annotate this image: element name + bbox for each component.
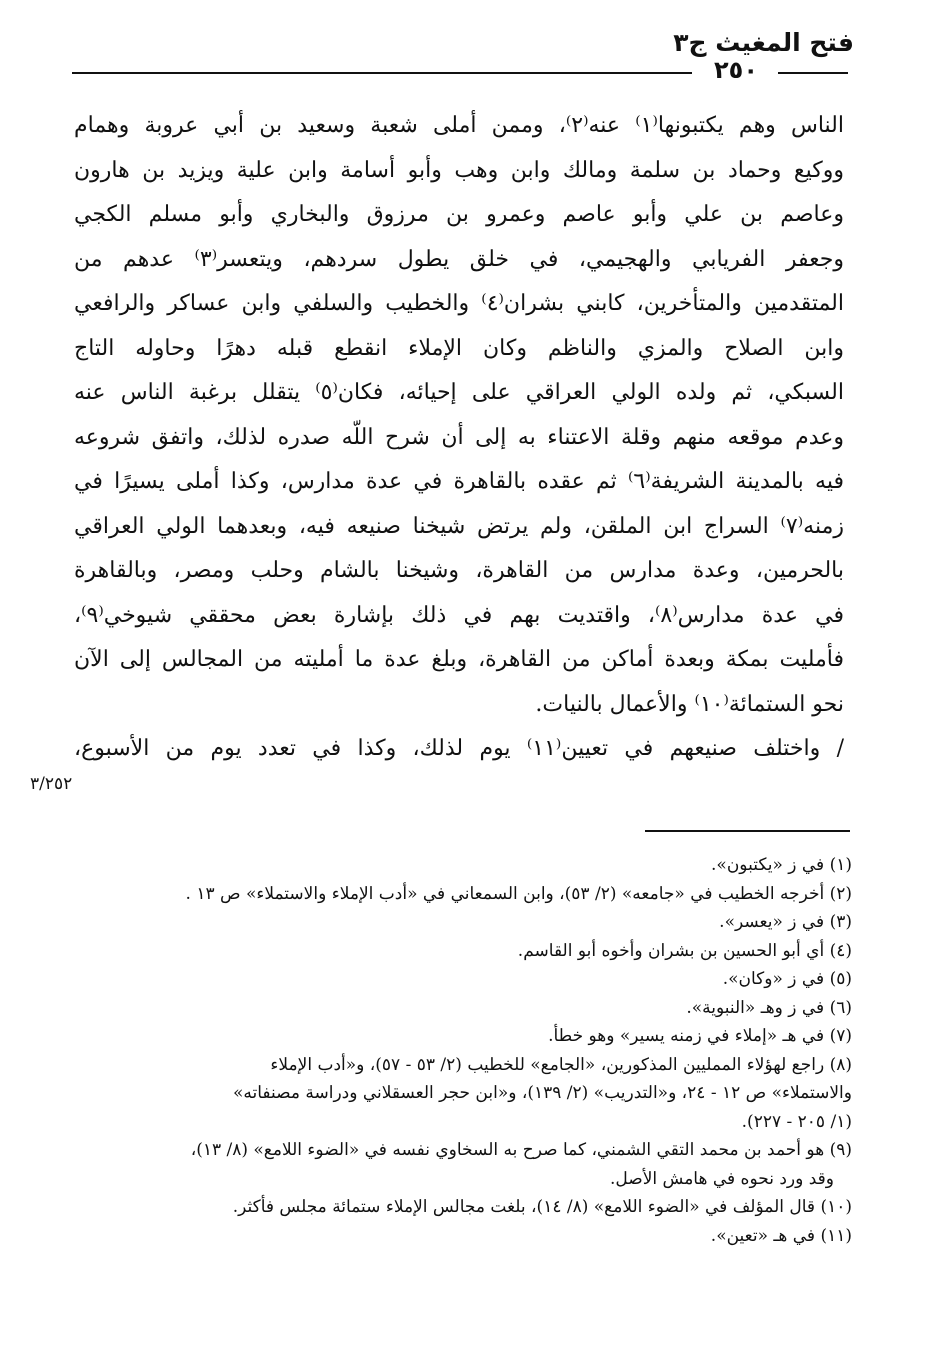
text-line: / واختلف صنيعهم في تعيين⁽١١⁾ يوم لذلك، وكذا في تعدد يوم من الأسبوع، [74,736,844,761]
footnote-9-continued: وقد ورد نحوه في هامش الأصل. [609,1168,834,1189]
text-line: السبكي، ثم ولده الولي العراقي على إحيائه، فكان⁽٥⁾ يتقلل برغبة الناس عنه [74,380,844,405]
footnote-4: (٤) أي أبو الحسين بن بشران وأخوه أبو القاسم. [517,940,852,961]
text-line: فأمليت بمكة وبعدة أماكن من القاهرة، وبلغ عدة ما أمليته من المجالس إلى الآن [74,647,844,672]
text-line-paragraph-end: نحو الستمائة⁽١٠⁾ والأعمال بالنيات. [535,691,844,717]
header-rule-left [72,72,692,74]
footnote-8-continued: (١/ ٢٠٥ - ٢٢٧). [741,1111,852,1132]
footnote-7: (٧) في هـ «إملاء في زمنه يسير» وهو خطأ. [548,1026,852,1046]
footnote-8-continued: والاستملاء» ص ١٢ - ٢٤، و«التدريب» (٢/ ١٣٩)، و«ابن حجر العسقلاني ودراسة مصنفاته» [232,1083,852,1103]
footnote-5: (٥) في ز «وكان». [722,969,852,989]
header-rule-right [778,72,848,74]
main-text [74,104,844,772]
text-line: وابن الصلاح والمزي والناظم وكان الإملاء انقطع قبله دهرًا وحاوله التاج [74,335,844,361]
text-line: في عدة مدارس⁽٨⁾، واقتديت بهم في ذلك بإشارة بعض محققي شيوخي⁽٩⁾، [74,602,844,628]
footnote-9: (٩) هو أحمد بن محمد التقي الشمني، كما صرح به السخاوي نفسه في «الضوء اللامع» (٨/ ١٣)، [190,1140,852,1160]
page-number: ٢٥٠ [714,56,758,84]
text-line: فيه بالمدينة الشريفة⁽٦⁾ ثم عقده بالقاهرة في عدة مدارس، وكذا أملى يسيرًا في [74,469,844,494]
running-title: فتح المغيث ج٣ [673,28,854,57]
text-line: ووكيع وحماد بن سلمة ومالك وابن وهب وأبو أسامة وابن علية ويزيد بن هارون [74,157,844,183]
footnote-separator [645,830,850,832]
footnote-10: (١٠) قال المؤلف في «الضوء اللامع» (٨/ ١٤)، بلغت مجالس الإملاء ستمائة مجلس فأكثر. [232,1197,852,1217]
margin-page-reference: ٣/٢٥٢ [30,774,73,794]
footnote-3: (٣) في ز «يعسر». [719,912,852,932]
footnote-8: (٨) راجع لهؤلاء الممليين المذكورين، «الجامع» للخطيب (٢/ ٥٣ - ٥٧)، و«أدب الإملاء [270,1054,852,1075]
text-line: بالحرمين، وعدة مدارس من القاهرة، وشيخنا بالشام وحلب ومصر، وبالقاهرة [74,558,844,583]
footnote-2: (٢) أخرجه الخطيب في «جامعه» (٢/ ٥٣)، وابن السمعاني في «أدب الإملاء والاستملاء» ص ١٣ . [185,883,852,904]
text-line: وعدم موقعه منهم وقلة الاعتناء به إلى أن شرح اللّه صدره لذلك، واتفق شروعه [74,424,845,450]
text-line: الناس وهم يكتبونها⁽١⁾ عنه⁽٢⁾، وممن أملى شعبة وسعيد بن أبي عروبة وهمام [74,113,844,138]
footnote-11: (١١) في هـ «تعين». [710,1225,852,1246]
footnote-1: (١) في ز «يكتبون». [711,855,852,875]
footnote-6: (٦) في ز وهـ «النبوية». [686,997,852,1018]
text-line: المتقدمين والمتأخرين، كابني بشران⁽٤⁾ والخطيب والسلفي وابن عساكر والرافعي [74,291,844,316]
text-line: وجعفر الفريابي والهجيمي، في خلق يطول سردهم، ويتعسر⁽٣⁾ عدهم من [74,246,844,272]
footnotes [72,851,852,1250]
text-line: وعاصم بن علي وأبو عاصم وعمرو بن مرزوق والبخاري وأبو مسلم الكجي [74,202,844,227]
text-line: زمنه⁽٧⁾ السراج ابن الملقن، ولم يرتض شيخنا صنيعه فيه، وبعدهما الولي العراقي [74,513,844,539]
